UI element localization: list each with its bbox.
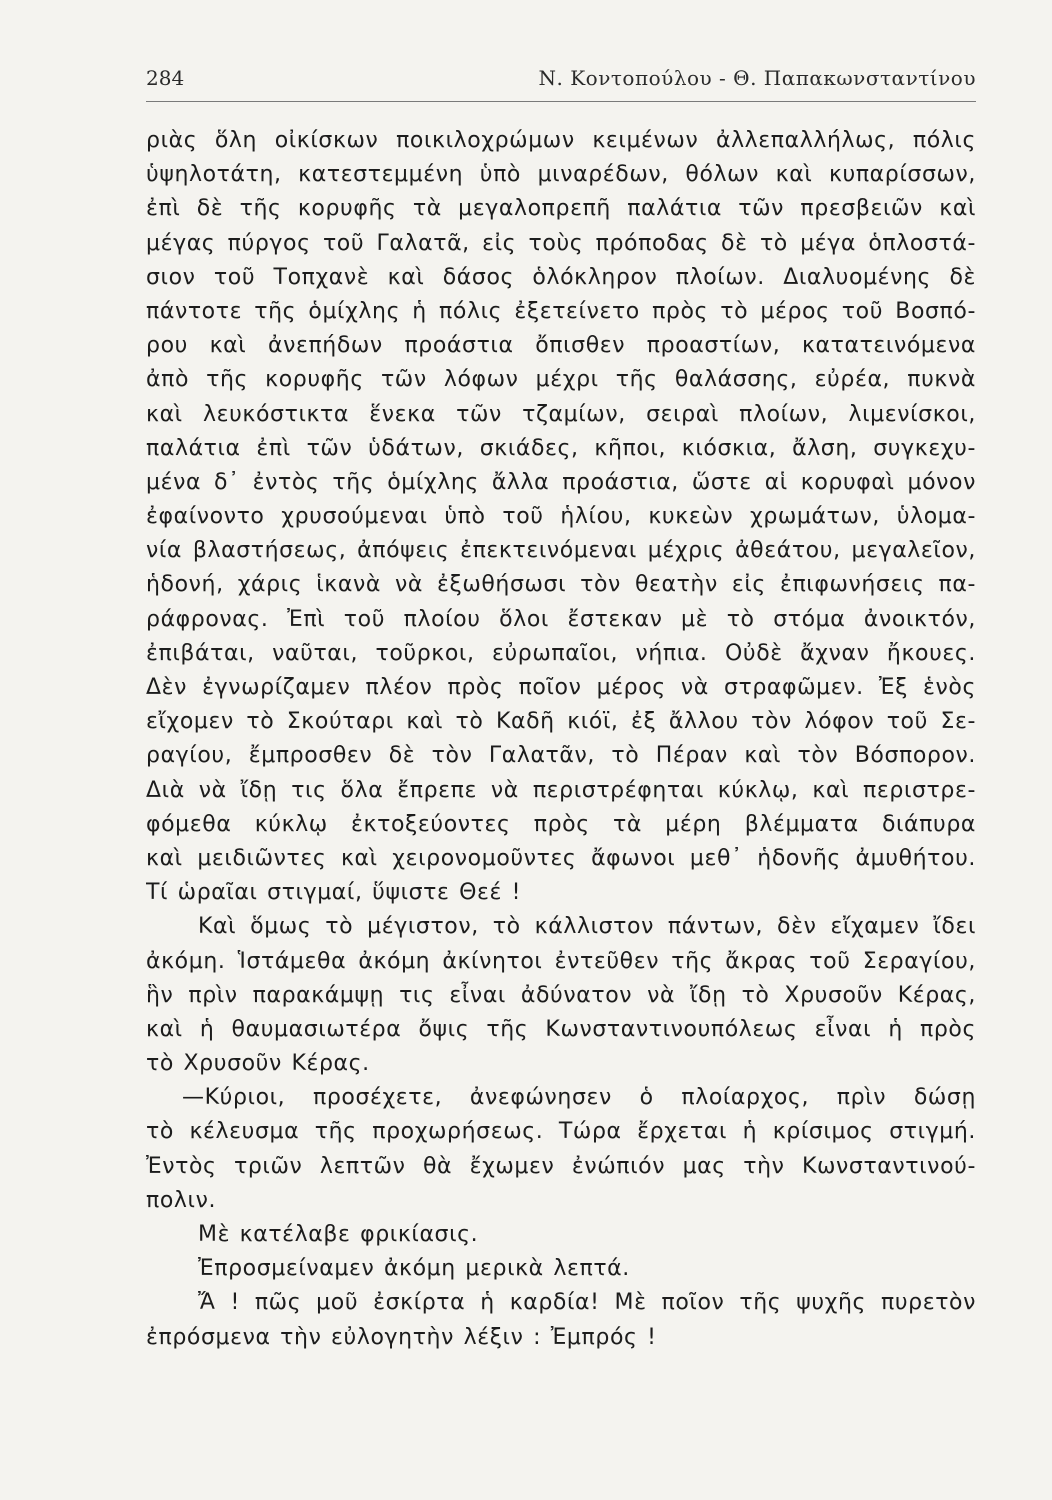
text-line: εἴχομεν τὸ Σκούταρι καὶ τὸ Καδῆ κιόϊ, ἐξ ἄλλου τὸν λόφον τοῦ Σε- xyxy=(146,709,976,735)
text-line: ἐπρόσμενα τὴν εὐλογητὴν λέξιν : Ἐμπρός ! xyxy=(146,1324,657,1350)
text-line: Δὲν ἐγνωρίζαμεν πλέον πρὸς ποῖον μέρος νὰ στραφῶμεν. Ἐξ ἑνὸς xyxy=(146,675,976,700)
text-line: ὑψηλοτάτη, κατεστεμμένη ὑπὸ μιναρέδων, θόλων καὶ κυπαρίσσων, xyxy=(146,162,976,188)
text-line: —Κύριοι, προσέχετε, ἀνεφώνησεν ὁ πλοίαρχος, πρὶν δώσῃ xyxy=(182,1085,976,1111)
text-line: ράφρονας. Ἐπὶ τοῦ πλοίου ὅλοι ἔστεκαν μὲ τὸ στόμα ἀνοικτόν, xyxy=(146,606,976,632)
text-line: φόμεθα κύκλῳ ἐκτοξεύοντες πρὸς τὰ μέρη βλέμματα διάπυρα xyxy=(146,811,976,837)
text-line: ἀπὸ τῆς κορυφῆς τῶν λόφων μέχρι τῆς θαλάσσης, εὐρέα, πυκνὰ xyxy=(146,367,976,393)
text-line: καὶ ἡ θαυμασιωτέρα ὄψις τῆς Κωνσταντινουπόλεως εἶναι ἡ πρὸς xyxy=(146,1016,976,1042)
text-line: παλάτια ἐπὶ τῶν ὑδάτων, σκιάδες, κῆποι, κιόσκια, ἄλση, συγκεχυ- xyxy=(146,435,976,461)
text-line: πολιν. xyxy=(146,1187,217,1213)
text-line: Ἐντὸς τριῶν λεπτῶν θὰ ἔχωμεν ἐνώπιόν μας τὴν Κωνσταντινού- xyxy=(146,1153,976,1179)
text-line: πάντοτε τῆς ὁμίχλης ἡ πόλις ἐξετείνετο πρὸς τὸ μέρος τοῦ Βοσπό- xyxy=(146,298,976,324)
header-rule xyxy=(146,101,976,102)
text-line: ἐπὶ δὲ τῆς κορυφῆς τὰ μεγαλοπρεπῆ παλάτια τῶν πρεσβειῶν καὶ xyxy=(146,196,976,222)
text-line: ρου καὶ ἀνεπήδων προάστια ὄπισθεν προαστίων, κατατεινόμενα xyxy=(146,333,976,359)
text-line: Τί ὡραῖαι στιγμαί, ὕψιστε Θεέ ! xyxy=(146,880,522,906)
text-line: μένα δ᾽ ἐντὸς τῆς ὁμίχλης ἄλλα προάστια, ὥστε αἱ κορυφαὶ μόνον xyxy=(146,469,976,495)
body-text xyxy=(146,124,976,1355)
running-head: Ν. Κοντοπούλου - Θ. Παπακωνσταντίνου xyxy=(538,66,976,90)
text-line: τὸ Χρυσοῦν Κέρας. xyxy=(146,1051,370,1077)
text-line: Διὰ νὰ ἴδῃ τις ὅλα ἔπρεπε νὰ περιστρέφηται κύκλῳ, καὶ περιστρε- xyxy=(146,777,976,803)
text-line: σιον τοῦ Τοπχανὲ καὶ δάσος ὁλόκληρον πλοίων. Διαλυομένης δὲ xyxy=(146,264,976,290)
text-line: ἀκόμη. Ἱστάμεθα ἀκόμη ἀκίνητοι ἐντεῦθεν τῆς ἄκρας τοῦ Σεραγίου, xyxy=(146,948,976,974)
text-line: Ἄ ! πῶς μοῦ ἐσκίρτα ἡ καρδία! Μὲ ποῖον τῆς ψυχῆς πυρετὸν xyxy=(198,1290,976,1316)
text-line: ριὰς ὅλη οἰκίσκων ποικιλοχρώμων κειμένων ἀλλεπαλλήλως, πόλις xyxy=(146,128,976,153)
text-line: ραγίου, ἔμπροσθεν δὲ τὸν Γαλατᾶν, τὸ Πέραν καὶ τὸν Βόσπορον. xyxy=(146,743,976,769)
text-line: Ἐπροσμείναμεν ἀκόμη μερικὰ λεπτά. xyxy=(198,1256,630,1282)
page-header xyxy=(146,66,976,100)
text-line: ἐπιβάται, ναῦται, τοῦρκοι, εὐρωπαῖοι, νήπια. Οὐδὲ ἄχναν ἤκουες. xyxy=(146,640,976,666)
text-line: μέγας πύργος τοῦ Γαλατᾶ, εἰς τοὺς πρόποδας δὲ τὸ μέγα ὁπλοστά- xyxy=(146,230,976,256)
page-number: 284 xyxy=(146,66,185,90)
text-line: νία βλαστήσεως, ἀπόψεις ἐπεκτεινόμεναι μέχρις ἀθεάτου, μεγαλεῖον, xyxy=(146,538,976,564)
text-line: τὸ κέλευσμα τῆς προχωρήσεως. Τώρα ἔρχεται ἡ κρίσιμος στιγμή. xyxy=(146,1119,976,1145)
text-line: ἐφαίνοντο χρυσούμεναι ὑπὸ τοῦ ἡλίου, κυκεὼν χρωμάτων, ὑλομα- xyxy=(146,504,976,530)
text-line: Καὶ ὅμως τὸ μέγιστον, τὸ κάλλιστον πάντων, δὲν εἴχαμεν ἴδει xyxy=(198,914,976,940)
text-line: καὶ μειδιῶντες καὶ χειρονομοῦντες ἄφωνοι μεθ᾽ ἡδονῆς ἀμυθήτου. xyxy=(146,845,976,871)
text-line: καὶ λευκόστικτα ἕνεκα τῶν τζαμίων, σειραὶ πλοίων, λιμενίσκοι, xyxy=(146,401,976,427)
text-line: ἡδονή, χάρις ἱκανὰ νὰ ἐξωθήσωσι τὸν θεατὴν εἰς ἐπιφωνήσεις πα- xyxy=(146,572,976,598)
text-line: ἣν πρὶν παρακάμψῃ τις εἶναι ἀδύνατον νὰ ἴδῃ τὸ Χρυσοῦν Κέρας, xyxy=(146,982,976,1008)
text-line: Μὲ κατέλαβε φρικίασις. xyxy=(198,1222,479,1247)
